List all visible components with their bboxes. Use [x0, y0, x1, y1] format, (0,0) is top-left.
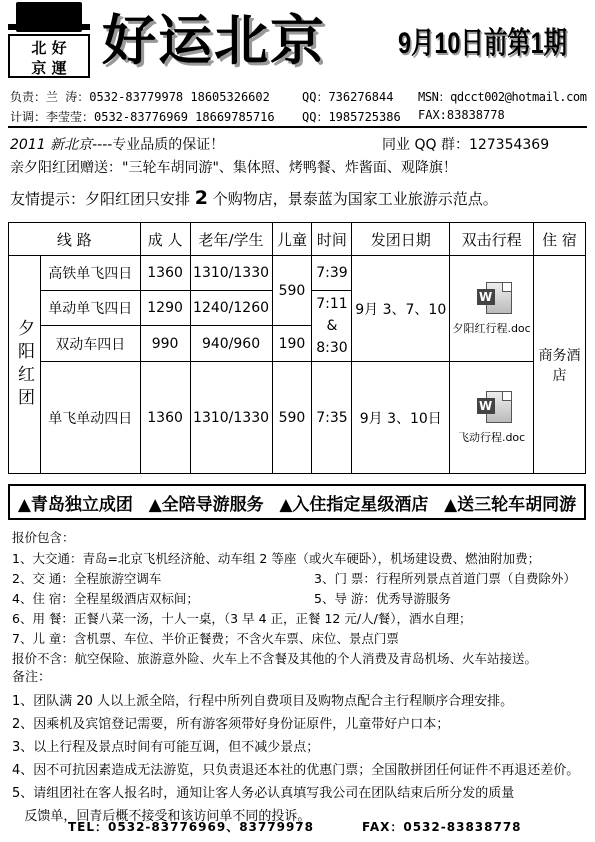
- tour-price-table: [8, 222, 586, 474]
- doc-link-2[interactable]: [450, 391, 533, 445]
- time-cell: 7:39: [312, 256, 352, 291]
- route-cell: 单动单飞四日: [40, 291, 140, 326]
- slogan-rest: ----专业品质的保证！: [92, 137, 225, 153]
- feature-item: ▲青岛独立成团: [17, 494, 133, 515]
- logo-text: [8, 34, 90, 78]
- feature-item: ▲入住指定星级酒店: [279, 494, 429, 515]
- qq-group: 同业 QQ 群：127354369: [382, 137, 550, 153]
- gift-line: 亲夕阳红团赠送："三轮车胡同游"、集体照、烤鸭餐、炸酱面、观降旗！: [10, 160, 457, 176]
- contact-person-2: 计调：李莹莹：0532-83776969 18669785716: [10, 110, 275, 124]
- notes-title: 备注：: [12, 670, 52, 685]
- word-doc-icon[interactable]: [486, 282, 512, 314]
- feature-banner: [8, 484, 586, 520]
- note-item: 3、以上行程及景点时间有可能互调，但不减少景点；: [12, 740, 320, 755]
- table-header-row: [9, 223, 586, 256]
- time-cell: 7:35: [312, 362, 352, 474]
- tip-pre: 友情提示：夕阳红团只安排: [10, 190, 195, 208]
- tip-line: [10, 187, 498, 209]
- time-line: &: [326, 318, 338, 334]
- doc-link-1[interactable]: [450, 282, 533, 336]
- child-price: 590: [272, 362, 312, 474]
- include-item: 4、住 宿：全程星级酒店双标间；: [12, 591, 199, 606]
- child-price: 590: [272, 256, 312, 326]
- time-line: 8:30: [316, 340, 348, 356]
- include-item: 5、导 游：优秀导游服务: [314, 591, 451, 606]
- hotel-cell: 商务酒店: [534, 256, 586, 474]
- footer-tel: TEL：0532-83776969、83779978: [68, 820, 315, 834]
- tip-number: 2: [194, 187, 209, 209]
- logo-text-line-1: 北 好: [31, 39, 67, 57]
- route-cell: 单飞单动四日: [40, 362, 140, 474]
- include-item: 3、门 票：行程所列景点首道门票（自费除外）: [314, 571, 576, 586]
- contact-fax: FAX:83838778: [418, 108, 505, 122]
- th-child: 儿童: [272, 223, 312, 256]
- logo-text-line-2: 京 運: [31, 59, 67, 77]
- child-price: 190: [272, 326, 312, 362]
- doc-filename-1[interactable]: 夕阳红行程.doc: [452, 321, 531, 335]
- slogan-line: [10, 134, 550, 154]
- itinerary-doc-1[interactable]: [450, 256, 534, 362]
- th-time: 时间: [312, 223, 352, 256]
- include-row: [12, 589, 582, 608]
- adult-price: 1360: [140, 256, 190, 291]
- contact-msn: MSN：qdcct002@hotmail.com: [418, 90, 587, 104]
- senior-price: 1240/1260: [190, 291, 272, 326]
- logo: [8, 2, 90, 80]
- feature-item: ▲全陪导游服务: [148, 494, 264, 515]
- excludes-line: 报价不含：航空保险、旅游意外险、火车上不含餐及其他的个人消费及青岛机场、火车站接送。: [12, 651, 538, 666]
- table-row: [9, 362, 586, 474]
- header: [8, 2, 588, 82]
- th-dates: 发团日期: [352, 223, 450, 256]
- senior-price: 940/960: [190, 326, 272, 362]
- footer-fax: FAX：0532-83838778: [362, 820, 522, 834]
- notes-list: [12, 690, 579, 828]
- issue-subtitle: 9月10日前第1期: [398, 27, 568, 60]
- word-doc-icon[interactable]: [486, 391, 512, 423]
- th-senior: 老年/学生: [190, 223, 272, 256]
- include-item: 2、交 通：全程旅游空调车: [12, 571, 162, 586]
- route-cell: 双动车四日: [40, 326, 140, 362]
- group-label: 夕阳红团: [9, 256, 41, 474]
- route-cell: 高铁单飞四日: [40, 256, 140, 291]
- adult-price: 990: [140, 326, 190, 362]
- note-item: 4、因不可抗因素造成无法游览，只负责退还本社的优惠门票；全国散拼团任何证件不再退还差价。: [12, 763, 580, 778]
- th-route: 线 路: [9, 223, 141, 256]
- feature-item: ▲送三轮车胡同游: [444, 494, 577, 515]
- th-itinerary: 双击行程: [450, 223, 534, 256]
- tip-post: 个购物店，景泰蓝为国家工业旅游示范点。: [208, 190, 498, 208]
- departure-dates: 9月 3、7、10: [352, 256, 450, 362]
- divider: [8, 126, 587, 128]
- contact-qq-1: QQ：736276844: [302, 90, 394, 104]
- th-hotel: 住 宿: [534, 223, 586, 256]
- gate-roof-icon: [16, 2, 82, 32]
- contact-person-1: 负责：兰 涛：0532-83779978 18605326602: [10, 90, 270, 104]
- adult-price: 1290: [140, 291, 190, 326]
- senior-price: 1310/1330: [190, 362, 272, 474]
- include-item: 1、大交通：青岛=北京飞机经济舱、动车组 2 等座（或火车硬卧），机场建设费、燃油附加费；: [12, 551, 541, 566]
- note-item: 1、团队满 20 人以上派全陪，行程中所列自费项目及购物点配合主行程顺序合理安排。: [12, 694, 514, 709]
- time-line: 7:11: [316, 296, 348, 312]
- page-title: 好运北京: [102, 8, 326, 72]
- adult-price: 1360: [140, 362, 190, 474]
- itinerary-doc-2[interactable]: [450, 362, 534, 474]
- contact-qq-2: QQ：1985725386: [302, 110, 401, 124]
- include-row: [12, 569, 582, 588]
- note-item: 5、请组团社在客人报名时，通知让客人务必认真填写我公司在团队结束后所分发的质量: [12, 786, 515, 801]
- time-cell-multi: [312, 291, 352, 362]
- slogan-italic: 2011 新北京: [10, 137, 93, 153]
- table-row: [9, 256, 586, 291]
- include-item: 7、儿 童：含机票、车位、半价正餐费；不含火车票、床位、景点门票: [12, 631, 399, 646]
- th-adult: 成 人: [140, 223, 190, 256]
- include-item: 6、用 餐：正餐八菜一汤，十人一桌，（3 早 4 正，正餐 12 元/人/餐），酒水自理；: [12, 611, 472, 626]
- note-item: 2、因乘机及宾馆登记需要，所有游客须带好身份证原件，儿童带好户口本；: [12, 717, 450, 732]
- senior-price: 1310/1330: [190, 256, 272, 291]
- includes-title: 报价包含：: [12, 530, 75, 545]
- departure-dates: 9月 3、10日: [352, 362, 450, 474]
- doc-filename-2[interactable]: 飞动行程.doc: [457, 430, 526, 444]
- note-item: 反馈单，回青后概不接受和该访问单不同的投诉。: [12, 809, 311, 824]
